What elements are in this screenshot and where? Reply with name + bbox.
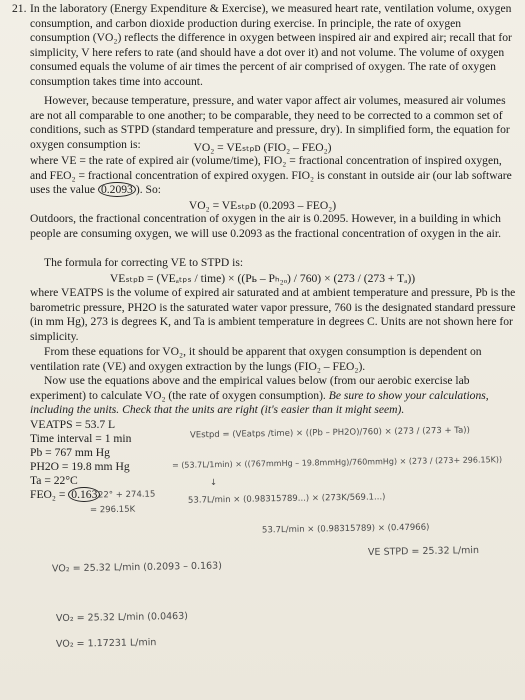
- instructions-text: Now use the equations above and the empirical values below (from our aerobic exercise lab experiment) to calculate VO₂ (the rate of oxygen consumption).: [30, 374, 470, 402]
- handwritten-vo2-step2: VO₂ = 25.32 L/min (0.0463): [55, 610, 189, 625]
- handwritten-ta-conversion: 22° + 274.15: [97, 489, 156, 501]
- handwritten-step2: 53.7L/min × (0.98315789...) × (273K/569.1...): [187, 492, 386, 506]
- handwritten-step3: 53.7L/min × (0.98315789) × (0.47966): [261, 522, 430, 536]
- definitions-text: where VE = the rate of expired air (volume/time), FIO₂ = fractional concentration of inspired oxygen, and FEO₂ = fractional concentration of expired oxygen. FIO₂ is constant in outside air (our lab software uses the value: [30, 154, 512, 197]
- value-ph2o: PH2O = 19.8 mm Hg: [30, 460, 130, 473]
- value-pb: Pb = 767 mm Hg: [30, 446, 110, 459]
- paragraph-intro: In the laboratory (Energy Expenditure & Exercise), we measured heart rate, ventilation volume, oxygen consumption, and carbon dioxide production during exercise. In principle, the rate of oxygen consumption (VO₂) reflects the difference in oxygen between inspired air and expired air; recall that for simplicity, V here refers to rate (and should have a dot over it) and not volume. The volume of oxygen consumed equals the volume of air times the percent of air comprised of oxygen. The rate of oxygen consumption takes time into account.: [30, 2, 512, 88]
- equation-stpd-correction: VEₛₜₚᴅ = (VEₐₜₚₛ / time) × ((Pь – Pₕ₂ₒ) / 760) × (273 / (273 + Tₐ)): [109, 272, 416, 285]
- fio2-value: 0.2093: [98, 182, 136, 197]
- handwritten-vo2-step1: VO₂ = 25.32 L/min (0.2093 – 0.163): [51, 560, 222, 575]
- value-ta: Ta = 22°C: [30, 474, 78, 487]
- definitions-tail: ). So:: [135, 183, 161, 197]
- paragraph-stpd: However, because temperature, pressure, and water vapor affect air volumes, measured air volumes are not all comparable to one another; to be comparable, they need to be corrected to a common set of conditions, such as STPD (standard temperature and pressure, dry). In simplified form, the equation for oxygen consumption is:: [30, 94, 510, 151]
- value-time-interval: Time interval = 1 min: [30, 432, 132, 445]
- handwritten-arrow: ↓: [209, 477, 218, 489]
- handwritten-ta-kelvin: = 296.15K: [89, 504, 136, 516]
- question-number: 21.: [12, 2, 27, 15]
- equation-vo2: VO₂ = VEₛₜₚᴅ (FIO₂ – FEO₂): [193, 141, 332, 154]
- handwritten-formula: VEstpd = (VEatps /time) × ((Pb – PH2O)/760) × (273 / (273 + Ta)): [189, 425, 470, 441]
- paragraph-definitions: [30, 154, 518, 198]
- paragraph-formula-intro: The formula for correcting VE to STPD is:: [44, 256, 244, 269]
- feo2-value: 0.163: [68, 487, 100, 502]
- value-ve-atps: VEATPS = 53.7 L: [30, 418, 116, 431]
- paragraph-variable-definitions: where VEATPS is the volume of expired air saturated and at ambient temperature and pressure, Pb is the barometric pressure, PH2O is the saturated water vapor pressure, 760 is the designated standard pressure (in mm Hg), 273 is degrees K, and Ta is ambient temperature in degrees C. Units are not shown here for simplicity.: [30, 286, 516, 343]
- paragraph-instructions: [30, 374, 518, 418]
- value-feo2: [30, 488, 100, 501]
- paragraph-dependence: From these equations for VO₂, it should be apparent that oxygen consumption is dependent on ventilation rate (VE) and oxygen extraction by the lungs (FIO₂ – FEO₂).: [30, 345, 482, 373]
- handwritten-vo2-result: VO₂ = 1.17231 L/min: [55, 637, 157, 650]
- feo2-label: FEO₂ =: [30, 488, 66, 501]
- instructions-emphasis: Be sure to show your calculations, including the units. Check that the units are right (it's easier than it might seem).: [30, 388, 489, 417]
- handwritten-ve-result: VE STPD = 25.32 L/min: [367, 545, 480, 558]
- paragraph-outdoors: Outdoors, the fractional concentration of oxygen in the air is 0.2095. However, in a building in which people are consuming oxygen, we will use 0.2093 as the fractional concentration of oxygen in the air.: [30, 212, 502, 240]
- handwritten-substitution: = (53.7L/1min) × ((767mmHg – 19.8mmHg)/760mmHg) × (273 / (273+ 296.15K)): [171, 455, 503, 470]
- equation-vo2-simplified: VO₂ = VEₛₜₚᴅ (0.2093 – FEO₂): [188, 199, 337, 212]
